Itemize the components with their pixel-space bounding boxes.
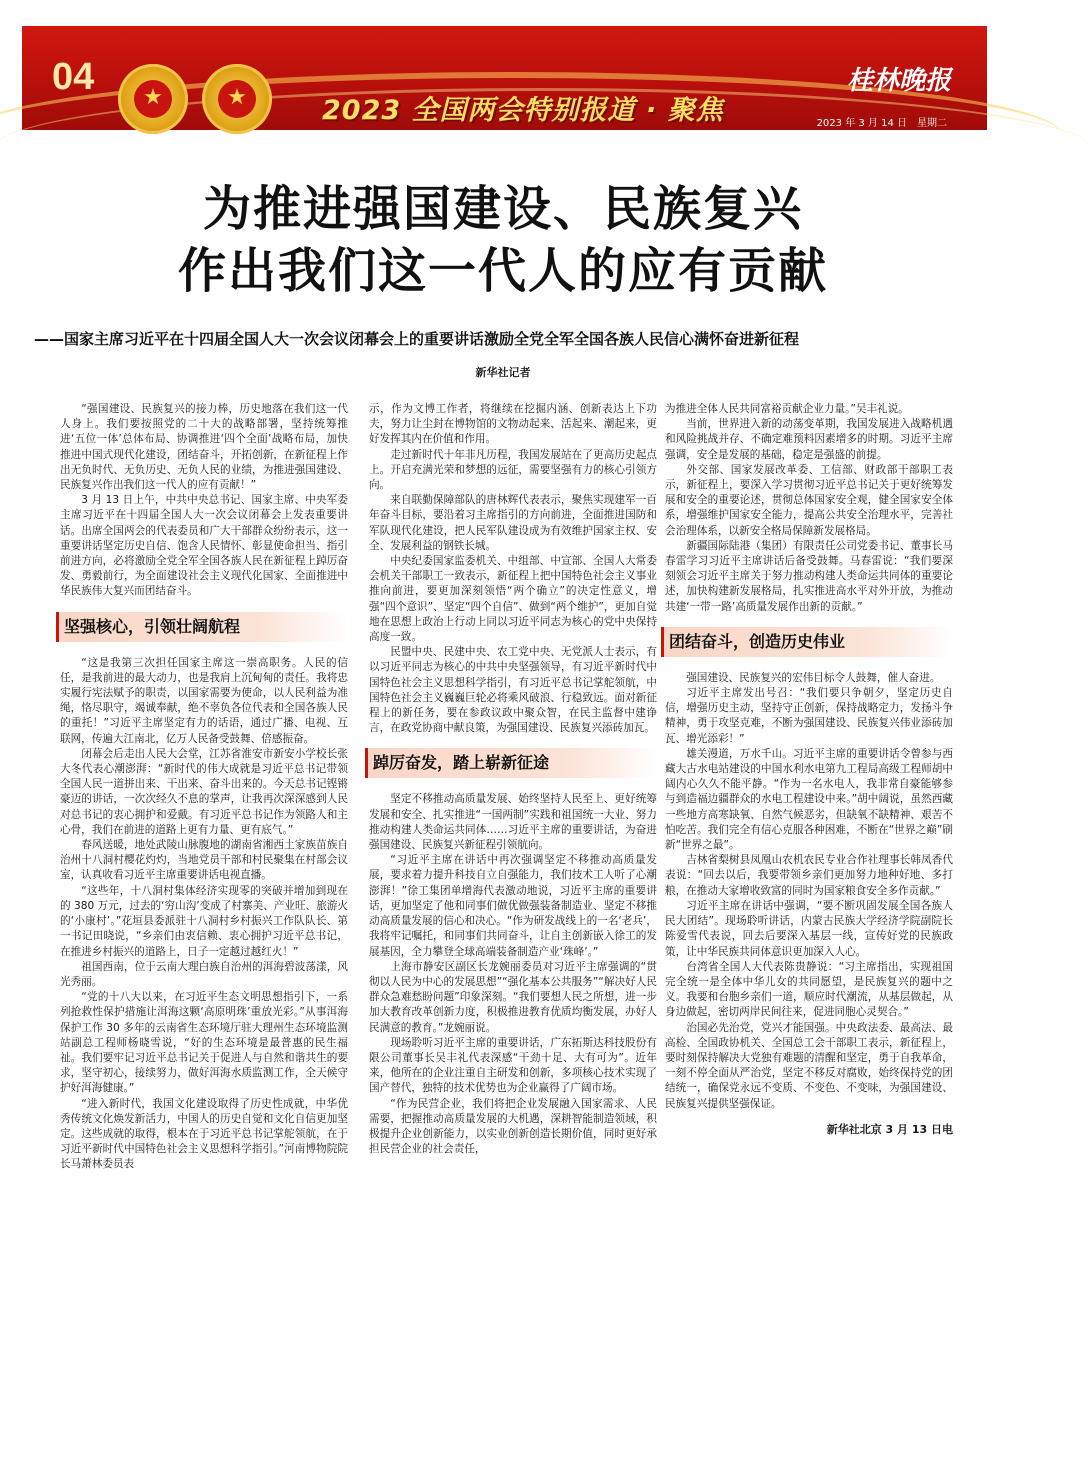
paragraph: 治国必先治党，党兴才能国强。中央政法委、最高法、最高检、全国政协机关、全国总工会干部职工表示，新征程上，要时刻保持解决大党独有难题的清醒和坚定，勇于自我革命，一刻不停全面从严治党，坚定不移反对腐败，始终保持党的团结统一，确保党永远不变质、不变色、不变味，为强国建设、民族复兴提供坚强保证。	[665, 1021, 953, 1110]
paragraph: 台湾省全国人大代表陈贵静说：“习主席指出，实现祖国完全统一是全体中华儿女的共同愿望，是民族复兴的题中之义。我要和台胞乡亲们一道，顺应时代潮流，从基层做起，从身边做起，密切两岸民间往来，促进同胞心灵契合。”	[665, 960, 953, 1019]
paragraph: “这些年，十八洞村集体经济实现零的突破并增加到现在的 380 万元，过去的‘穷山沟’变成了村寨美、产业旺、旅游火的‘小康村’。”花垣县委派驻十八洞村乡村振兴工作队队长、第一书记田晓说，“乡亲们由衷信赖、衷心拥护习近平总书记，在推进乡村振兴的道路上，日子一定越过越红火！”	[60, 884, 348, 958]
article-subtitle: ——国家主席习近平在十四届全国人大一次会议闭幕会上的重要讲话激励全党全军全国各族人民信心满怀奋进新征程	[34, 330, 800, 348]
paragraph: 中央纪委国家监委机关、中组部、中宣部、全国人大常委会机关干部职工一致表示，新征程上把中国特色社会主义事业推向前进，要更加深刻领悟“两个确立”的决定性意义，增强“四个意识”、坚定“四个自信”、做到“两个维护”，更加自觉地在思想上政治上行动上同以习近平同志为核心的党中央保持高度一致。	[369, 555, 657, 644]
section-heading: 坚强核心，引领壮阔航程	[56, 612, 348, 642]
page-header-band	[22, 26, 987, 151]
paragraph: “进入新时代，我国文化建设取得了历史性成就，中华优秀传统文化焕发新活力，中国人的历史自觉和文化自信更加坚定。这些成就的取得，根本在于习近平总书记掌舵领航，在于习近平新时代中国特色社会主义思想科学指引。”河南博物院院长马萧林委员表	[60, 1097, 348, 1171]
special-report-title: 2023 全国两会特别报道 · 聚焦	[322, 95, 724, 126]
paragraph: 新疆国际陆港（集团）有限责任公司党委书记、董事长马春雷学习习近平主席讲话后备受鼓舞。马春雷说：“我们要深刻领会习近平主席关于努力推动构建人类命运共同体的重要论述，加快构建新发展格局，扎实推进高水平对外开放，为推动共建‘一带一路’高质量发展作出新的贡献。”	[665, 539, 953, 613]
paragraph: 外交部、国家发展改革委、工信部、财政部干部职工表示，新征程上，要深入学习贯彻习近平总书记关于更好统筹发展和安全的重要论述，贯彻总体国家安全观，健全国家安全体系，增强维护国家安全能力，提高公共安全治理水平，完善社会治理体系，以新安全格局保障新发展格局。	[665, 463, 953, 537]
article-headline	[0, 178, 1006, 302]
article-byline: 新华社记者	[475, 366, 531, 379]
article-column-1	[60, 402, 348, 1173]
cppcc-emblem-icon: ★	[202, 64, 272, 134]
paragraph: 为推进全体人民共同富裕贡献企业力量。”吴丰礼说。	[665, 403, 909, 415]
paragraph: “这是我第三次担任国家主席这一崇高职务。人民的信任，是我前进的最大动力，也是我肩上沉甸甸的责任。我将忠实履行宪法赋予的职责，以国家需要为使命，以人民利益为准绳，恪尽职守，竭诚奉献，绝不辜负各位代表和全国各族人民的重托！”习近平主席坚定有力的话语，通过广播、电视、互联网，传遍大江南北，亿万人民备受鼓舞、倍感振奋。	[60, 656, 348, 745]
paragraph: 强国建设、民族复兴的宏伟目标令人鼓舞，催人奋进。	[686, 671, 941, 684]
paragraph: 民盟中央、民建中央、农工党中央、无党派人士表示，有以习近平同志为核心的中共中央坚强领导，有习近平新时代中国特色社会主义思想科学指引，有习近平总书记掌舵领航，中国特色社会主义巍巍巨轮必将乘风破浪、行稳致远。面对新征程上的新任务，要在参政议政中聚众智，在民主监督中建诤言，在政党协商中献良策，为强国建设、民族复兴添砖加瓦。	[369, 646, 657, 735]
paragraph: 闭幕会后走出人民大会堂，江苏省淮安市新安小学校长张大冬代表心潮澎湃：“新时代的伟大成就是习近平总书记带领全国人民一道拼出来、干出来、奋斗出来的。今天总书记铿锵豪迈的讲话，一次次经久不息的掌声，让我再次深深感到人民对总书记的衷心拥护和爱戴。有习近平总书记作为领路人和主心骨，我们在前进的道路上更有力量、更有底气。”	[60, 747, 348, 836]
paragraph: “习近平主席在讲话中再次强调坚定不移推动高质量发展，要求着力提升科技自立自强能力，我们技术工人听了心潮澎湃！”徐工集团单增海代表激动地说，习近平主席的重要讲话，更加坚定了他和同事们做优做强装备制造业、坚定不移推动高质量发展的信心和决心。“作为研发战线上的一名‘老兵’，我将牢记嘱托，和同事们共同奋斗，让自主创新嵌入徐工的发展基因，全力攀登全球高端装备制造产业‘珠峰’。”	[369, 854, 657, 958]
section-heading: 踔厉奋发，踏上崭新征途	[365, 748, 657, 778]
paragraph: 春风送暖，地处武陵山脉腹地的湖南省湘西土家族苗族自治州十八洞村樱花灼灼，当地党员干部和村民聚集在村部会议室，认真收看习近平主席重要讲话电视直播。	[60, 839, 348, 882]
headline-line-1: 为推进强国建设、民族复兴	[202, 181, 803, 237]
paragraph: 示，作为文博工作者，将继续在挖掘内涵、创新表达上下功夫，努力让尘封在博物馆的文物动起来、活起来、潮起来，更好发挥其内在价值和作用。	[369, 403, 657, 446]
paragraph: “党的十八大以来，在习近平生态文明思想指引下，一系列抢救性保护措施让洱海这颗‘高原明珠’重放光彩。”从事洱海保护工作 30 多年的云南省生态环境厅驻大理州生态环境监测站副总工程师杨晓雪说，“好的生态环境是最普惠的民生福祉。我们要牢记习近平总书记关于促进人与自然和谐共生的要求，坚守初心，接续努力，做好洱海水质监测工作，全天候守护好洱海健康。”	[60, 991, 348, 1095]
paragraph: 吉林省梨树县凤凰山农机农民专业合作社理事长韩凤香代表说：“回去以后，我要带领乡亲们更加努力地种好地、多打粮，在推动大家增收致富的同时为国家粮食安全多作贡献。”	[665, 854, 953, 897]
paragraph: “强国建设、民族复兴的接力棒，历史地落在我们这一代人身上。我们要按照党的二十大的战略部署，坚持统筹推进‘五位一体’总体布局、协调推进‘四个全面’战略布局，加快推进中国式现代化建设，团结奋斗，开拓创新，在新征程上作出无负时代、无负历史、无负人民的业绩，为推进强国建设、民族复兴作出我们这一代人的应有贡献！”	[60, 403, 348, 492]
paragraph: 雄关漫道，万水千山。习近平主席的重要讲话令曾参与西藏大古水电站建设的中国水利水电第九工程局高级工程师胡中阔内心久久不能平静。“作为一名水电人，我非常自豪能够参与到造福边疆群众的水电工程建设中来。”胡中阔说，虽然西藏一些地方高寒缺氧、自然气候恶劣，但缺氧不缺精神、艰苦不怕吃苦。我们完全有信心克服各种困难，不断在“世界之巅”刷新“世界之最”。	[665, 747, 953, 852]
paragraph: 习近平主席发出号召：“我们要只争朝夕，坚定历史自信，增强历史主动，坚持守正创新，保持战略定力，发扬斗争精神，勇于攻坚克难，不断为强国建设、民族复兴伟业添砖加瓦、增光添彩！”	[665, 687, 953, 745]
page-number: 04	[52, 56, 95, 98]
national-emblem-icon: ★	[118, 64, 188, 134]
paragraph: 现场聆听习近平主席的重要讲话，广东拓斯达科技股份有限公司董事长吴丰礼代表深感“干劲十足、大有可为”。近年来，他所在的企业注重自主研发和创新，多项核心技术实现了国产替代，独特的技术优势也为企业赢得了广阔市场。	[369, 1036, 657, 1095]
section-heading: 团结奋斗，创造历史伟业	[661, 627, 953, 657]
issue-date: 2023 年 3 月 14 日 星期二	[816, 118, 947, 129]
paragraph: 当前，世界进入新的动荡变革期，我国发展进入战略机遇和风险挑战并存、不确定难预料因素增多的时期。习近平主席强调，安全是发展的基础，稳定是强盛的前提。	[665, 418, 953, 461]
article-column-3	[665, 402, 953, 1137]
paragraph: 坚定不移推动高质量发展、始终坚持人民至上、更好统筹发展和安全、扎实推进“一国两制”实践和祖国统一大业、努力推动构建人类命运共同体……习近平主席的重要讲话，为奋进强国建设、民族复兴新征程引领航向。	[369, 793, 657, 852]
paragraph: 上海市静安区副区长龙婉丽委员对习近平主席强调的“贯彻以人民为中心的发展思想”“强化基本公共服务”“解决好人民群众急难愁盼问题”印象深刻。“我们要想人民之所想，进一步加大教育改革创新力度，积极推进教育优质均衡发展，办好人民满意的教育。”龙婉丽说。	[369, 960, 657, 1034]
paragraph: 习近平主席在讲话中强调，“要不断巩固发展全国各族人民大团结”。现场聆听讲话，内蒙古民族大学经济学院副院长陈爱雪代表说，回去后要深入基层一线，宣传好党的民族政策，让中华民族共同体意识更加深入人心。	[665, 899, 953, 958]
editor-credits: 编辑吴荣军/版式设计钟涛/校对莫明丽	[790, 140, 957, 151]
newspaper-logo: 桂林晚报	[846, 66, 951, 96]
paragraph: 祖国西南，位于云南大理白族自治州的洱海碧波荡漾，风光秀丽。	[60, 960, 348, 988]
paragraph: “作为民营企业，我们将把企业发展融入国家需求、人民需要，把握推动高质量发展的大机遇，深耕智能制造领域，积极提升企业创新能力，以实业创新创造长期价值，同时更好承担民营企业的社会责任，	[369, 1097, 657, 1156]
news-dateline: 新华社北京 3 月 13 日电	[826, 1122, 953, 1136]
paragraph: 3 月 13 日上午，中共中央总书记、国家主席、中央军委主席习近平在十四届全国人大一次会议闭幕会上发表重要讲话。出席全国两会的代表委员和广大干部群众纷纷表示，这一重要讲话坚定历史自信、饱含人民情怀、彰显使命担当、指引前进方向，必将激励全党全军全国各族人民在新征程上踔厉奋发、勇毅前行，为全面建设社会主义现代化国家、全面推进中华民族伟大复兴而团结奋斗。	[60, 494, 348, 598]
headline-line-2: 作出我们这一代人的应有贡献	[177, 243, 828, 299]
paragraph: 走过新时代十年非凡历程，我国发展站在了更高历史起点上。开启充满光荣和梦想的远征，需要坚强有力的核心引领方向。	[369, 448, 657, 492]
article-column-2	[369, 402, 657, 1157]
paragraph: 来自联勤保障部队的唐林辉代表表示，聚焦实现建军一百年奋斗目标，要沿着习主席指引的方向前进，全面推进国防和军队现代化建设，把人民军队建设成为有效维护国家主权、安全、发展利益的钢铁长城。	[369, 494, 657, 552]
